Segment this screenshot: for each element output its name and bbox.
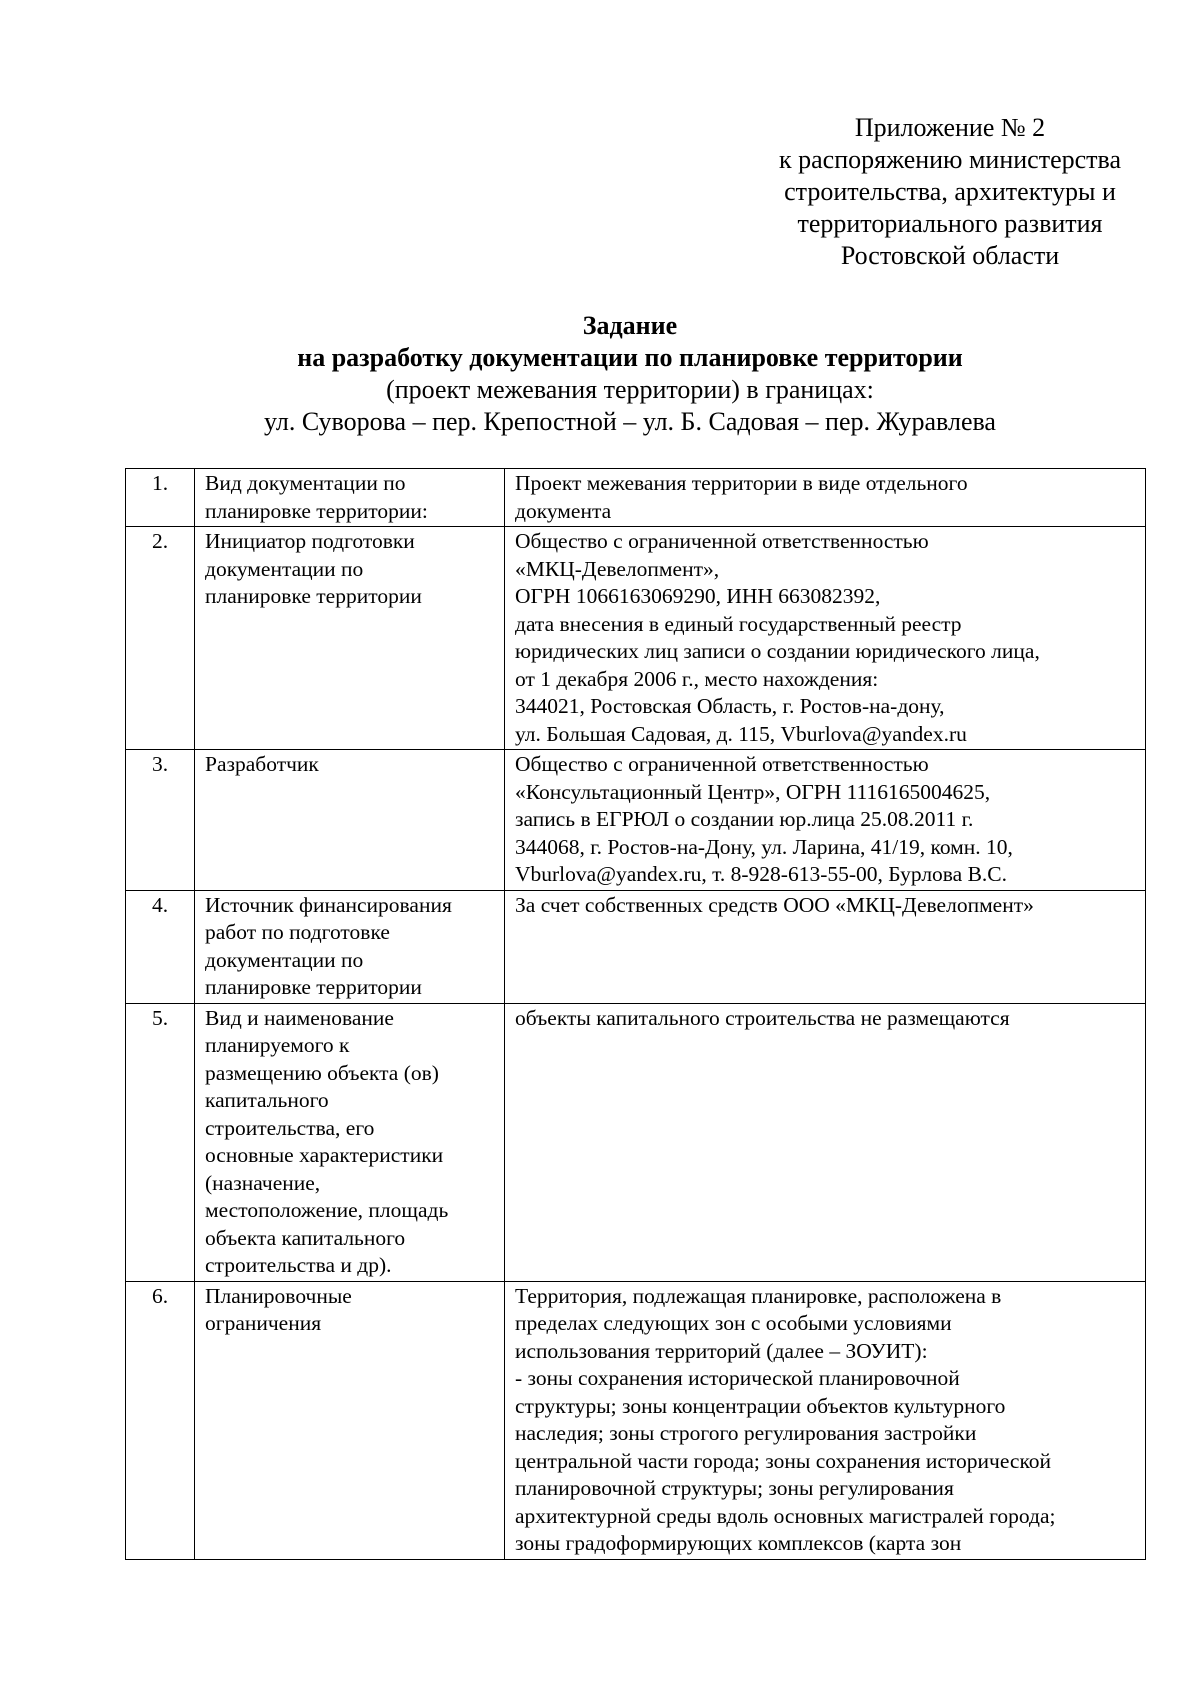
row-value: [505, 1003, 1146, 1281]
row-value-line: наследия; зоны строгого регулирования застройки: [515, 1421, 977, 1445]
table-row: [126, 1003, 1146, 1281]
row-value-line: - зоны сохранения исторической планировочной: [515, 1366, 960, 1390]
row-value: [505, 750, 1146, 891]
row-label-line: работ по подготовке: [205, 920, 390, 944]
title-subheading: на разработку документации по планировке территории: [297, 343, 963, 372]
row-label-line: ограничения: [205, 1311, 322, 1335]
row-label: [195, 469, 505, 527]
row-value-line: 344068, г. Ростов-на-Дону, ул. Ларина, 41/19, комн. 10,: [515, 834, 1013, 859]
row-label-line: (назначение,: [205, 1170, 321, 1195]
row-label: [195, 1003, 505, 1281]
row-value-line: объекты капитального строительства не размещаются: [515, 1005, 1010, 1030]
row-label-line: планируемого к: [205, 1033, 350, 1057]
row-number: 4.: [126, 890, 195, 1003]
row-label-line: документации по: [205, 947, 364, 972]
row-number: 5.: [126, 1003, 195, 1281]
document-title: [0, 310, 1200, 438]
row-label-line: Источник финансирования: [205, 892, 452, 917]
row-value: [505, 890, 1146, 1003]
appendix-line: к распоряжению министерства: [778, 145, 1121, 174]
title-scope: (проект межевания территории) в границах:: [386, 375, 874, 404]
row-number: 2.: [126, 527, 195, 750]
appendix-header: [740, 112, 1160, 272]
task-table-body: [126, 469, 1146, 1560]
row-label-line: Разработчик: [205, 752, 319, 776]
row-label-line: Вид и наименование: [205, 1005, 394, 1030]
appendix-line: территориального развития: [797, 209, 1103, 238]
table-row: [126, 750, 1146, 891]
row-value-line: центральной части города; зоны сохранения исторической: [515, 1448, 1052, 1473]
row-label: [195, 750, 505, 891]
table-row: [126, 527, 1146, 750]
row-value-line: архитектурной среды вдоль основных магистралей города;: [515, 1503, 1056, 1528]
row-value-line: запись в ЕГРЮЛ о создании юр.лица 25.08.2011 г.: [515, 807, 974, 831]
table-row: [126, 469, 1146, 527]
row-label-line: строительства, его: [205, 1115, 375, 1140]
row-value-line: юридических лиц записи о создании юридического лица,: [515, 639, 1040, 663]
row-value-line: За счет собственных средств ООО «МКЦ-Девелопмент»: [515, 892, 1034, 917]
row-value-line: Vburlova@yandex.ru, т. 8-928-613-55-00, Бурлова В.С.: [515, 862, 1008, 886]
row-value-line: «Консультационный Центр», ОГРН 1116165004625,: [515, 779, 991, 804]
row-value-line: пределах следующих зон с особыми условиями: [515, 1311, 952, 1335]
row-value-line: ул. Большая Садовая, д. 115, Vburlova@yandex.ru: [515, 721, 967, 746]
row-value-line: дата внесения в единый государственный реестр: [515, 611, 962, 636]
appendix-line: Ростовской области: [840, 241, 1060, 270]
row-value-line: структуры; зоны концентрации объектов культурного: [515, 1393, 1006, 1418]
appendix-line: строительства, архитектуры и: [784, 177, 1116, 206]
row-value-line: ОГРН 1066163069290, ИНН 663082392,: [515, 584, 881, 608]
table-row: [126, 1281, 1146, 1559]
row-value: [505, 527, 1146, 750]
row-value: [505, 469, 1146, 527]
row-value-line: «МКЦ-Девелопмент»,: [515, 556, 720, 581]
row-number: 3.: [126, 750, 195, 891]
row-value-line: использования территорий (далее – ЗОУИТ):: [515, 1338, 928, 1363]
row-label-line: размещению объекта (ов): [205, 1060, 439, 1085]
title-boundaries: ул. Суворова – пер. Крепостной – ул. Б. Садовая – пер. Журавлева: [264, 407, 996, 436]
row-label-line: Планировочные: [205, 1283, 352, 1308]
row-label-line: планировке территории: [205, 584, 422, 608]
row-label-line: планировке территории:: [205, 498, 428, 523]
row-label-line: основные характеристики: [205, 1143, 444, 1167]
title-heading: Задание: [582, 311, 678, 340]
row-value-line: от 1 декабря 2006 г., место нахождения:: [515, 666, 879, 691]
table-row: [126, 890, 1146, 1003]
row-label-line: документации по: [205, 556, 364, 581]
row-value: [505, 1281, 1146, 1559]
row-label: [195, 527, 505, 750]
row-value-line: Общество с ограниченной ответственностью: [515, 529, 929, 553]
row-label-line: планировке территории: [205, 975, 422, 999]
row-label-line: местоположение, площадь: [205, 1198, 449, 1222]
row-label: [195, 890, 505, 1003]
appendix-line: Приложение № 2: [854, 113, 1046, 142]
row-label-line: объекта капитального: [205, 1225, 406, 1250]
row-label-line: Вид документации по: [205, 471, 406, 495]
row-value-line: зоны градоформирующих комплексов (карта зон: [515, 1531, 962, 1555]
row-value-line: планировочной структуры; зоны регулирования: [515, 1476, 954, 1500]
row-value-line: Общество с ограниченной ответственностью: [515, 752, 929, 776]
row-label-line: Инициатор подготовки: [205, 529, 415, 553]
row-label: [195, 1281, 505, 1559]
row-value-line: документа: [515, 498, 612, 523]
row-value-line: Проект межевания территории в виде отдельного: [515, 471, 968, 495]
row-number: 6.: [126, 1281, 195, 1559]
row-label-line: капитального: [205, 1088, 329, 1112]
row-value-line: Территория, подлежащая планировке, расположена в: [515, 1283, 1002, 1308]
row-value-line: 344021, Ростовская Область, г. Ростов-на-дону,: [515, 694, 945, 718]
row-number: 1.: [126, 469, 195, 527]
row-label-line: строительства и др).: [205, 1253, 392, 1277]
task-table: [125, 468, 1146, 1560]
